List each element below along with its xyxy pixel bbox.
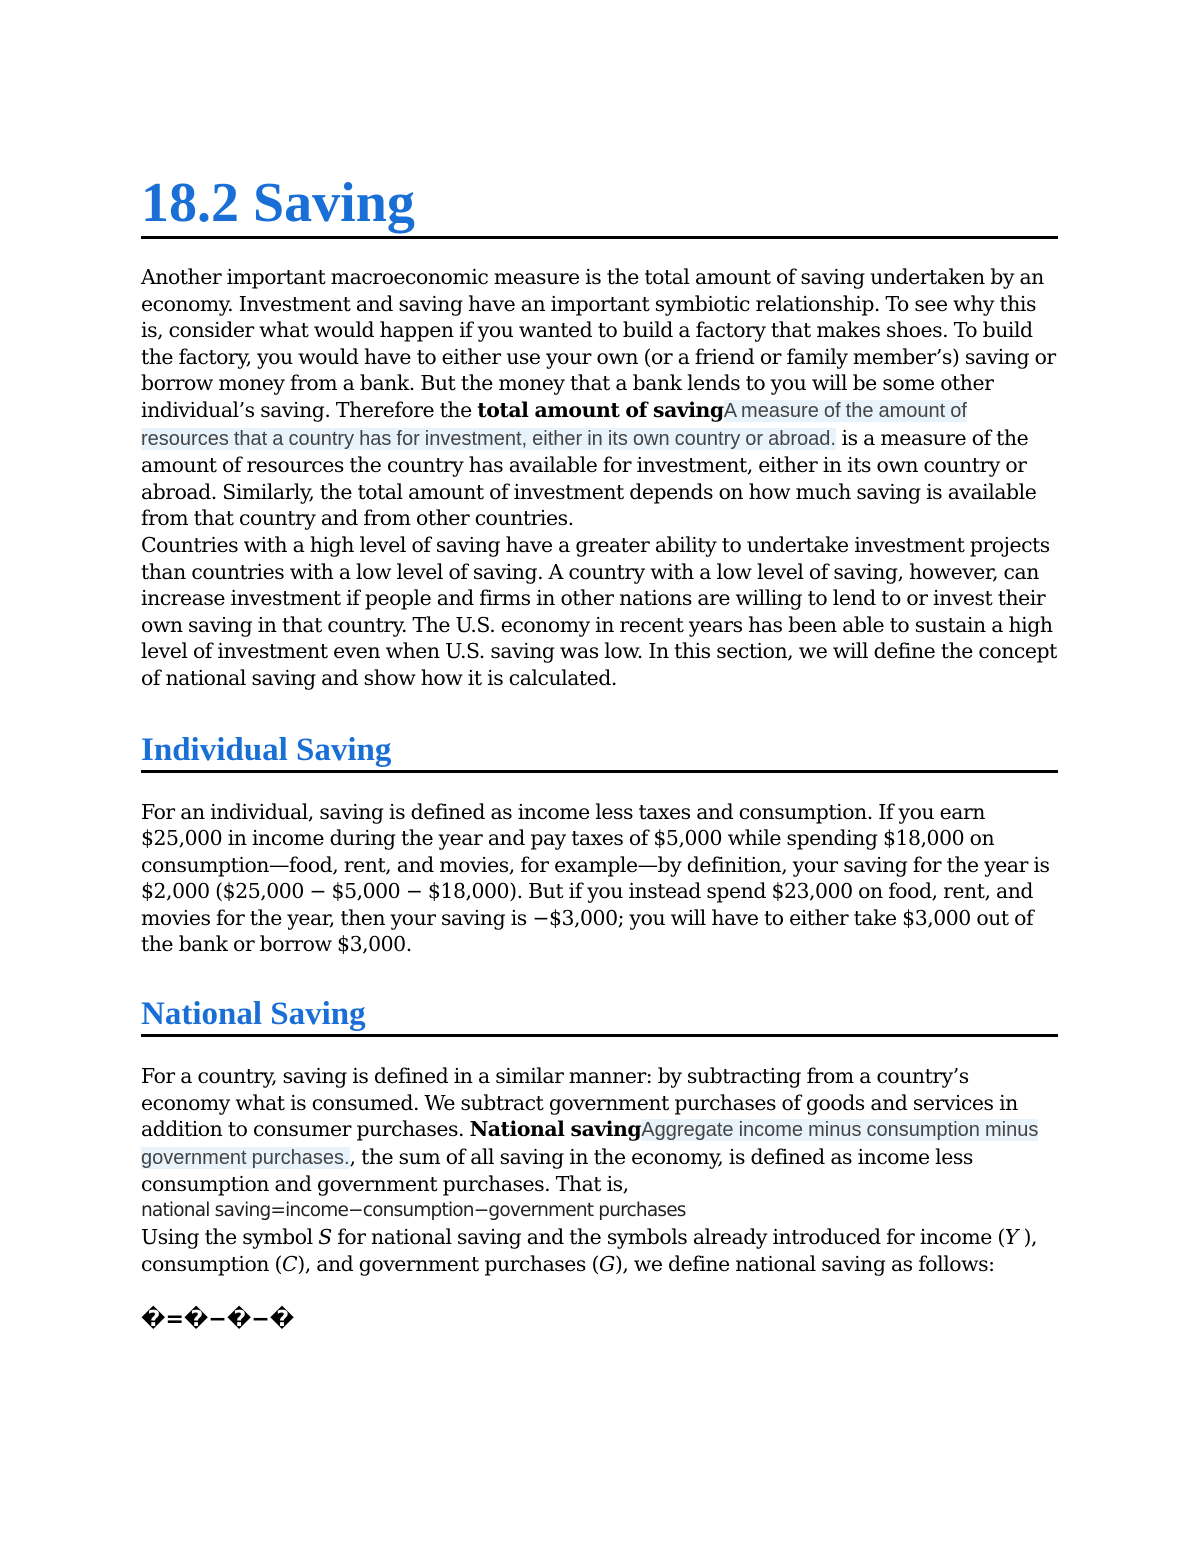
symbol-intro-text: Using the symbol [141, 1225, 319, 1250]
intro-text-before: Another important macroeconomic measure is the total amount of saving undertaken by an economy. Investment and saving have an important symbiotic relationship. To see why this is, consider what would happen if you wanted to build a factory that makes shoes. To build the factory, you would have to either use your own (or a friend or family member’s) saving or borrow money from a bank. But the money that a bank lends to you will be some other individual’s saving. Therefore the [141, 265, 1056, 422]
page-title: 18.2 Saving [141, 172, 415, 234]
national-text-after: , the sum of all saving in the economy, is defined as income less consumption and government purchases. That is, [141, 1144, 973, 1197]
document-page [141, 170, 1058, 1335]
national-saving-formula: �=�−�−� [141, 1307, 295, 1333]
glossary-definition-total-saving[interactable]: A measure of the amount of resources that a country has for investment, either in its own country or abroad. [141, 399, 967, 450]
section-heading-individual-saving: Individual Saving [141, 731, 392, 768]
glossary-definition-national-saving[interactable]: Aggregate income minus consumption minus government purchases. [141, 1119, 1039, 1169]
national-saving-equation: national saving=income−consumption−government purchases [141, 1200, 686, 1222]
term-national-saving: National saving [469, 1117, 642, 1142]
symbol-c: C [282, 1251, 298, 1276]
national-text-before: For a country, saving is defined in a similar manner: by subtracting from a country’s economy what is consumed. We subtract government purchases of goods and services in addition to consumer purchases. [141, 1064, 1018, 1142]
national-saving-paragraph-2 [141, 1224, 1058, 1277]
symbol-y: Y [1004, 1225, 1018, 1250]
section-heading-national-saving: National Saving [141, 996, 366, 1033]
symbol-g: G [598, 1251, 615, 1276]
symbol-text-d: ), and government purchases ( [297, 1251, 599, 1276]
term-total-amount-of-saving: total amount of saving [477, 397, 724, 422]
symbol-text-b: for national saving and the symbols already introduced for income ( [331, 1225, 1005, 1250]
individual-saving-paragraph: For an individual, saving is defined as income less taxes and consumption. If you earn $25,000 in income during the year and pay taxes of $5,000 while spending $18,000 on consumption—food, rent, and movies, for example—by definition, your saving for the year is $2,000 ($25,000 − $5,000 − $18,000). But if you instead spend $23,000 on food, rent, and movies for the year, then your saving is −$3,000; you will have to either take $3,000 out of the bank or borrow $3,000. [141, 799, 1050, 957]
symbol-text-e: ), we define national saving as follows: [614, 1251, 995, 1276]
symbol-text-c: ), consumption ( [141, 1225, 1038, 1276]
intro-paragraph-1 [141, 264, 1058, 532]
intro-paragraph-2: Countries with a high level of saving have a greater ability to undertake investment projects than countries with a low level of saving. A country with a low level of saving, however, can increase investment if people and firms in other nations are willing to lend to or invest their own saving in that country. The U.S. economy in recent years has been able to sustain a high level of investment even when U.S. saving was low. In this section, we will define the concept of national saving and show how it is calculated. [141, 532, 1057, 690]
symbol-s: S [318, 1225, 332, 1250]
intro-text-after: is a measure of the amount of resources the country has available for investment, either in its own country or abroad. Similarly, the total amount of investment depends on how much saving is available from that country and from other countries. [141, 425, 1037, 531]
national-saving-paragraph-1 [141, 1063, 1058, 1198]
